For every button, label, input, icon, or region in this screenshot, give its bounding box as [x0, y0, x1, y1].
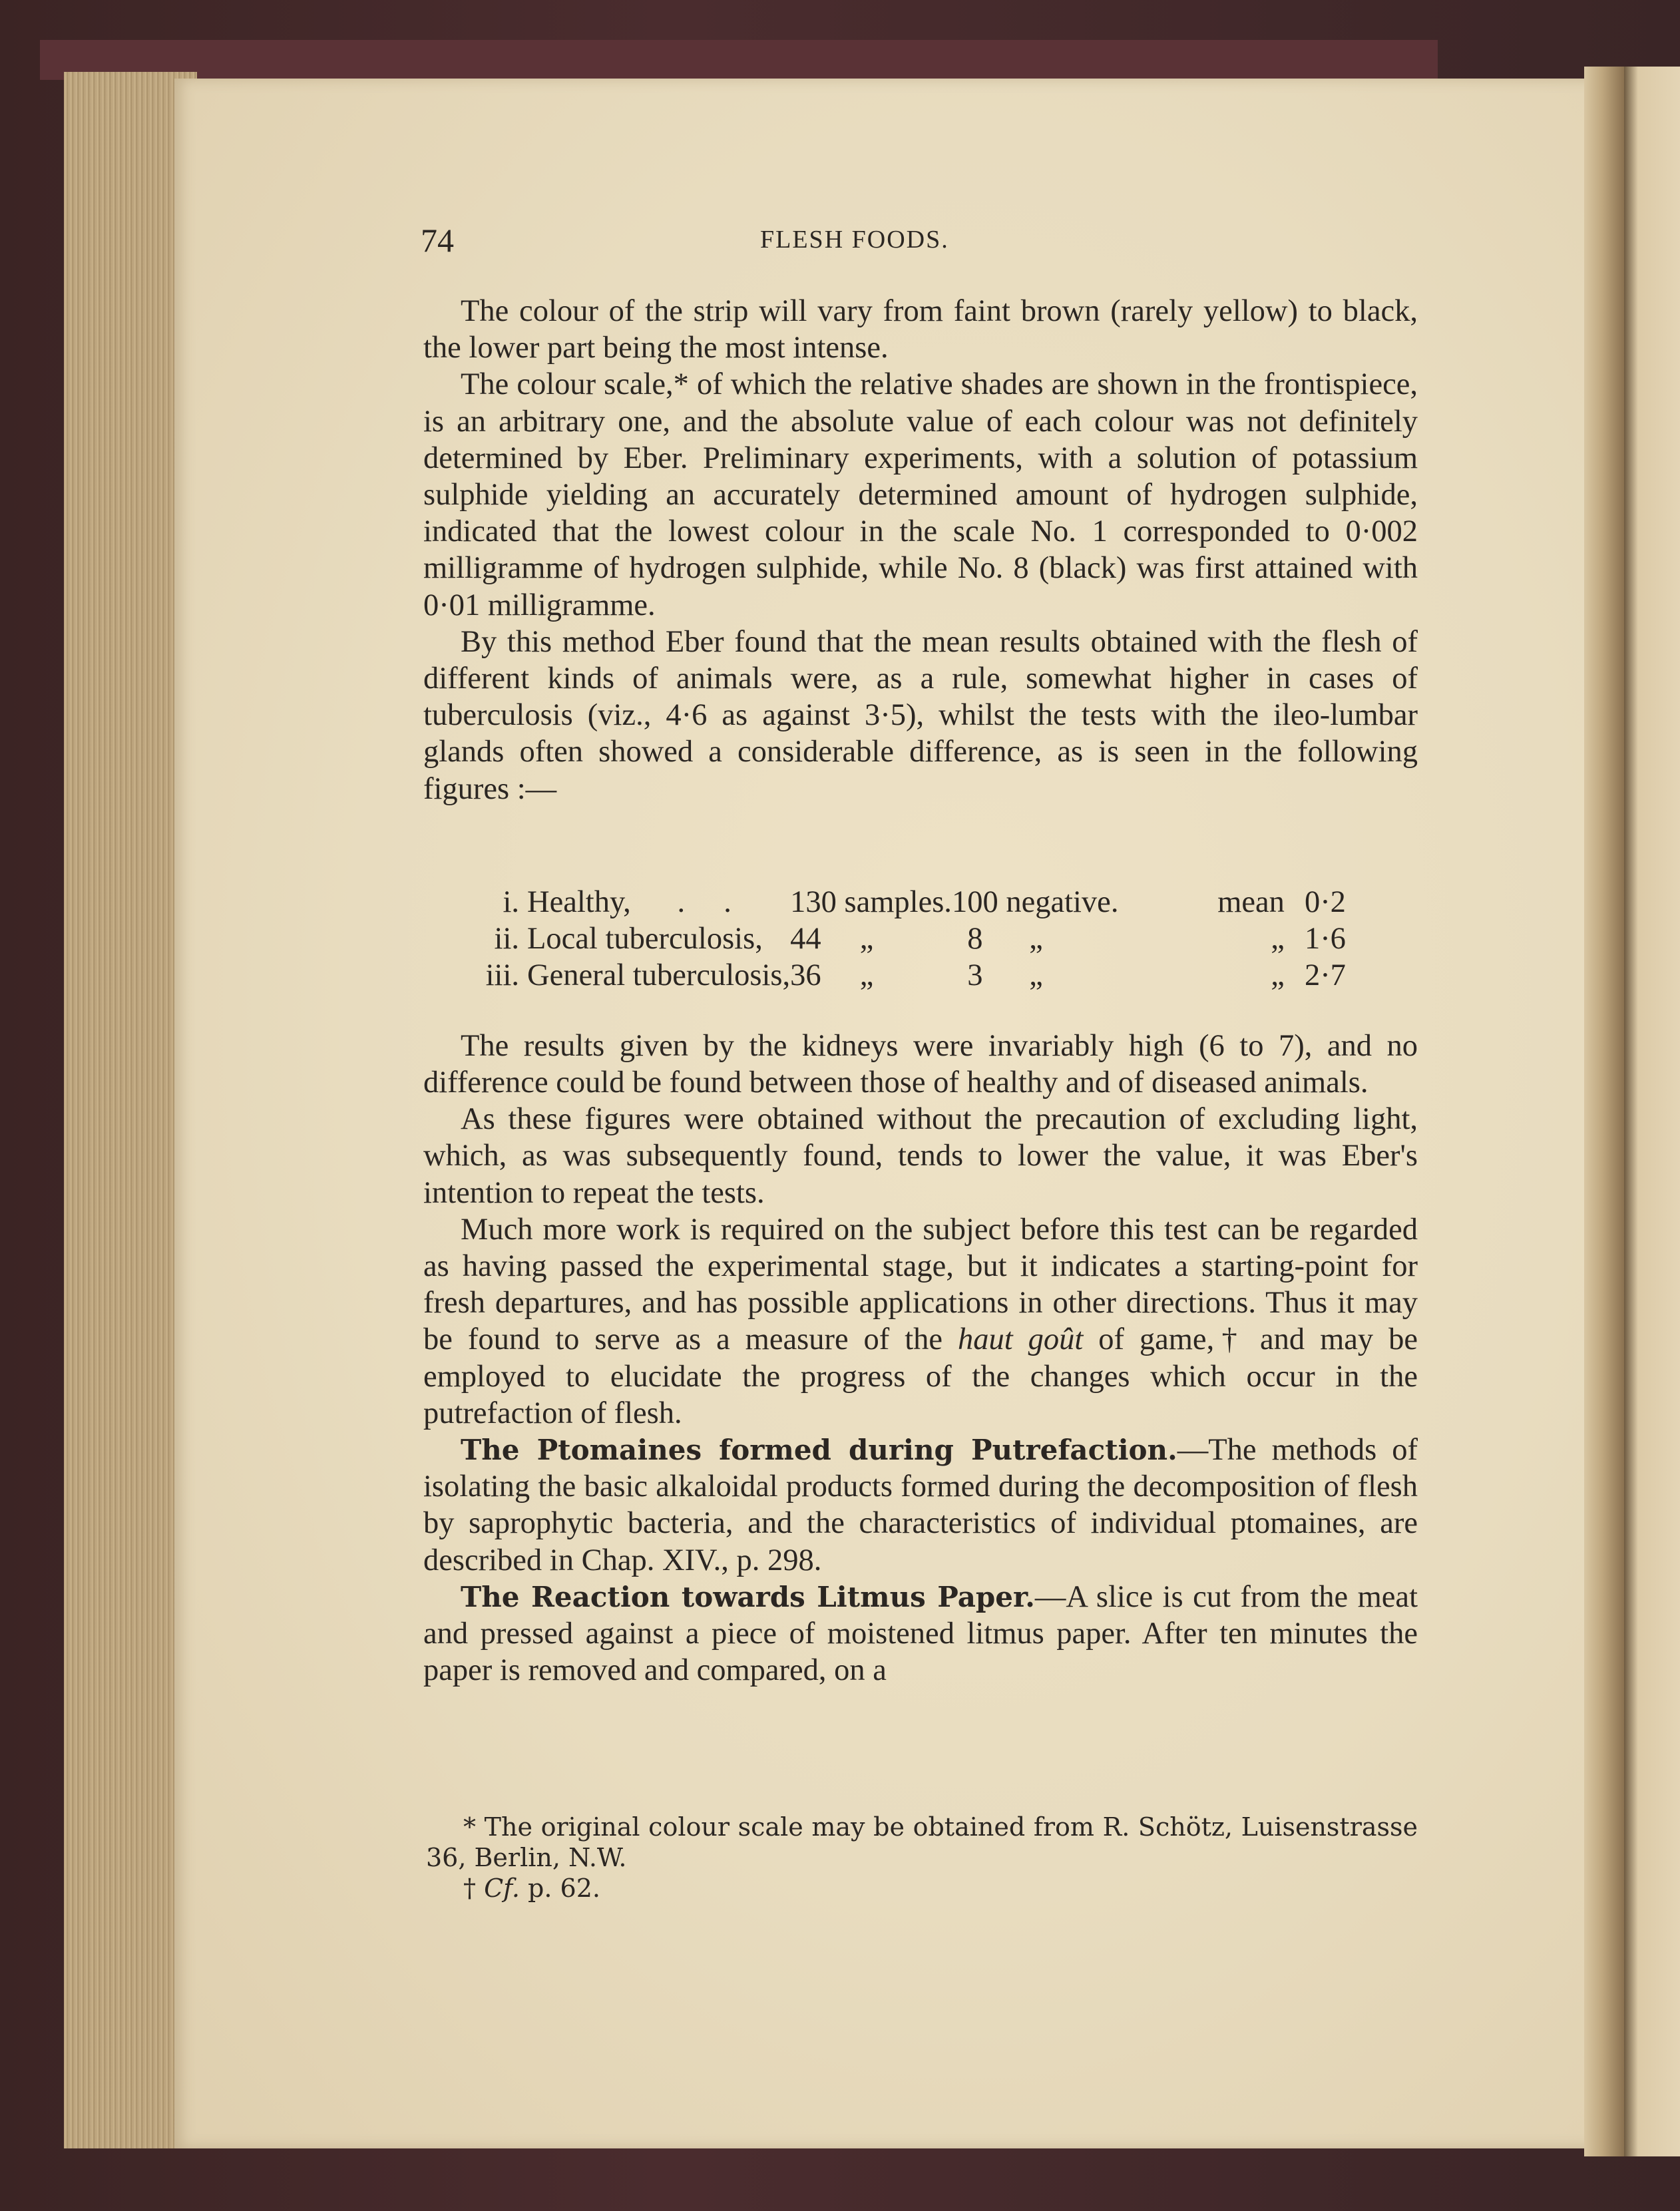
paragraph — [423, 1211, 1418, 1432]
results-table — [459, 884, 1346, 994]
condition-cell: Healthy, . . — [527, 885, 732, 919]
negative-cell: 100 negative. — [951, 885, 1119, 919]
italic-phrase: Cf. — [484, 1874, 520, 1903]
paragraph: The results given by the kidneys were invariably high (6 to 7), and no difference could be found between those of healthy and of diseased animals. — [423, 1028, 1418, 1100]
paragraph-text: of game,† and may be employed to elucidate the progress of the changes which occur in the putrefaction of flesh. — [423, 1322, 1418, 1430]
paragraph — [423, 1579, 1418, 1689]
sample-count-cell: 36 „ — [790, 958, 874, 992]
mean-value-cell: 1·6 — [1304, 922, 1346, 956]
page-number: 74 — [421, 222, 454, 259]
row-number: i. — [503, 885, 519, 919]
footnotes — [426, 1812, 1418, 1904]
facing-page-edge — [1624, 67, 1680, 2156]
section-heading: The Reaction towards Litmus Paper. — [461, 1580, 1035, 1613]
footnote-mark: † — [463, 1874, 485, 1903]
row-number: ii. — [494, 922, 519, 956]
condition-cell: General tuberculosis, — [527, 958, 791, 992]
table-row — [459, 957, 1346, 994]
running-header — [421, 221, 1419, 261]
mean-label-cell: „ — [1271, 958, 1285, 992]
running-title: FLESH FOODS. — [760, 226, 949, 254]
footnote-text: p. 62. — [519, 1874, 600, 1903]
footnote — [426, 1873, 1418, 1904]
table-row — [459, 884, 1346, 920]
paragraph-text: —A slice is cut from the meat and pressed against a piece of moistened litmus paper. After ten minutes the paper is removed and compared, on a — [423, 1579, 1418, 1688]
mean-value-cell: 0·2 — [1304, 885, 1346, 919]
paragraph — [423, 1432, 1418, 1579]
paragraph: By this method Eber found that the mean results obtained with the flesh of different kinds of animals were, as a rule, somewhat higher in cases of tuberculosis (viz., 4·6 as against 3·5), whilst the tests with the ileo-lumbar glands often showed a considerable difference, as is seen in the following figures :— — [423, 624, 1418, 806]
table-row — [459, 920, 1346, 957]
paragraph-text: —The methods of isolating the basic alkaloidal products formed during the decomposition of flesh by saprophytic bacteria, and the characteristics of individual ptomaines, are described in Chap. XIV., p. 298. — [423, 1433, 1418, 1577]
book-gutter — [1584, 67, 1624, 2156]
paragraph-text: Much more work is required on the subject before this test can be regarded as having passed the experimental stage, but it indicates a starting-point for fresh departures, and has possible applications in other directions. Thus it may be found to serve as a measure of the — [423, 1212, 1418, 1357]
footnote: * The original colour scale may be obtained from R. Schötz, Luisenstrasse 36, Berlin, N.W. — [426, 1812, 1418, 1872]
paragraph: The colour of the strip will vary from faint brown (rarely yellow) to black, the lower part being the most intense. — [423, 294, 1418, 365]
mean-label-cell: „ — [1271, 922, 1285, 956]
mean-label-cell: mean — [1217, 885, 1285, 919]
negative-cell: 8 „ — [951, 922, 1043, 956]
italic-phrase: haut goût — [957, 1322, 1084, 1357]
paragraph: The colour scale,* of which the relative shades are shown in the frontispiece, is an arbitrary one, and the absolute value of each colour was not definitely determined by Eber. Preliminary experiments, with a solution of potassium sulphide yielding an accurately determined amount of hydrogen sulphide, indicated that the lowest colour in the scale No. 1 corresponded to 0·002 milligramme of hydrogen sulphide, while No. 8 (black) was first attained with 0·01 milligramme. — [423, 367, 1418, 622]
section-heading: The Ptomaines formed during Putrefaction. — [461, 1434, 1177, 1467]
negative-cell: 3 „ — [951, 958, 1043, 992]
sample-count-cell: 44 „ — [790, 922, 874, 956]
row-number: iii. — [485, 958, 519, 992]
sample-count-cell: 130 samples. — [790, 885, 952, 919]
condition-cell: Local tuberculosis, — [527, 922, 763, 956]
paragraph: As these figures were obtained without the precaution of excluding light, which, as was subsequently found, tends to lower the value, it was Eber's intention to repeat the tests. — [423, 1102, 1418, 1210]
mean-value-cell: 2·7 — [1304, 958, 1346, 992]
cover-top-edge — [40, 40, 1438, 80]
